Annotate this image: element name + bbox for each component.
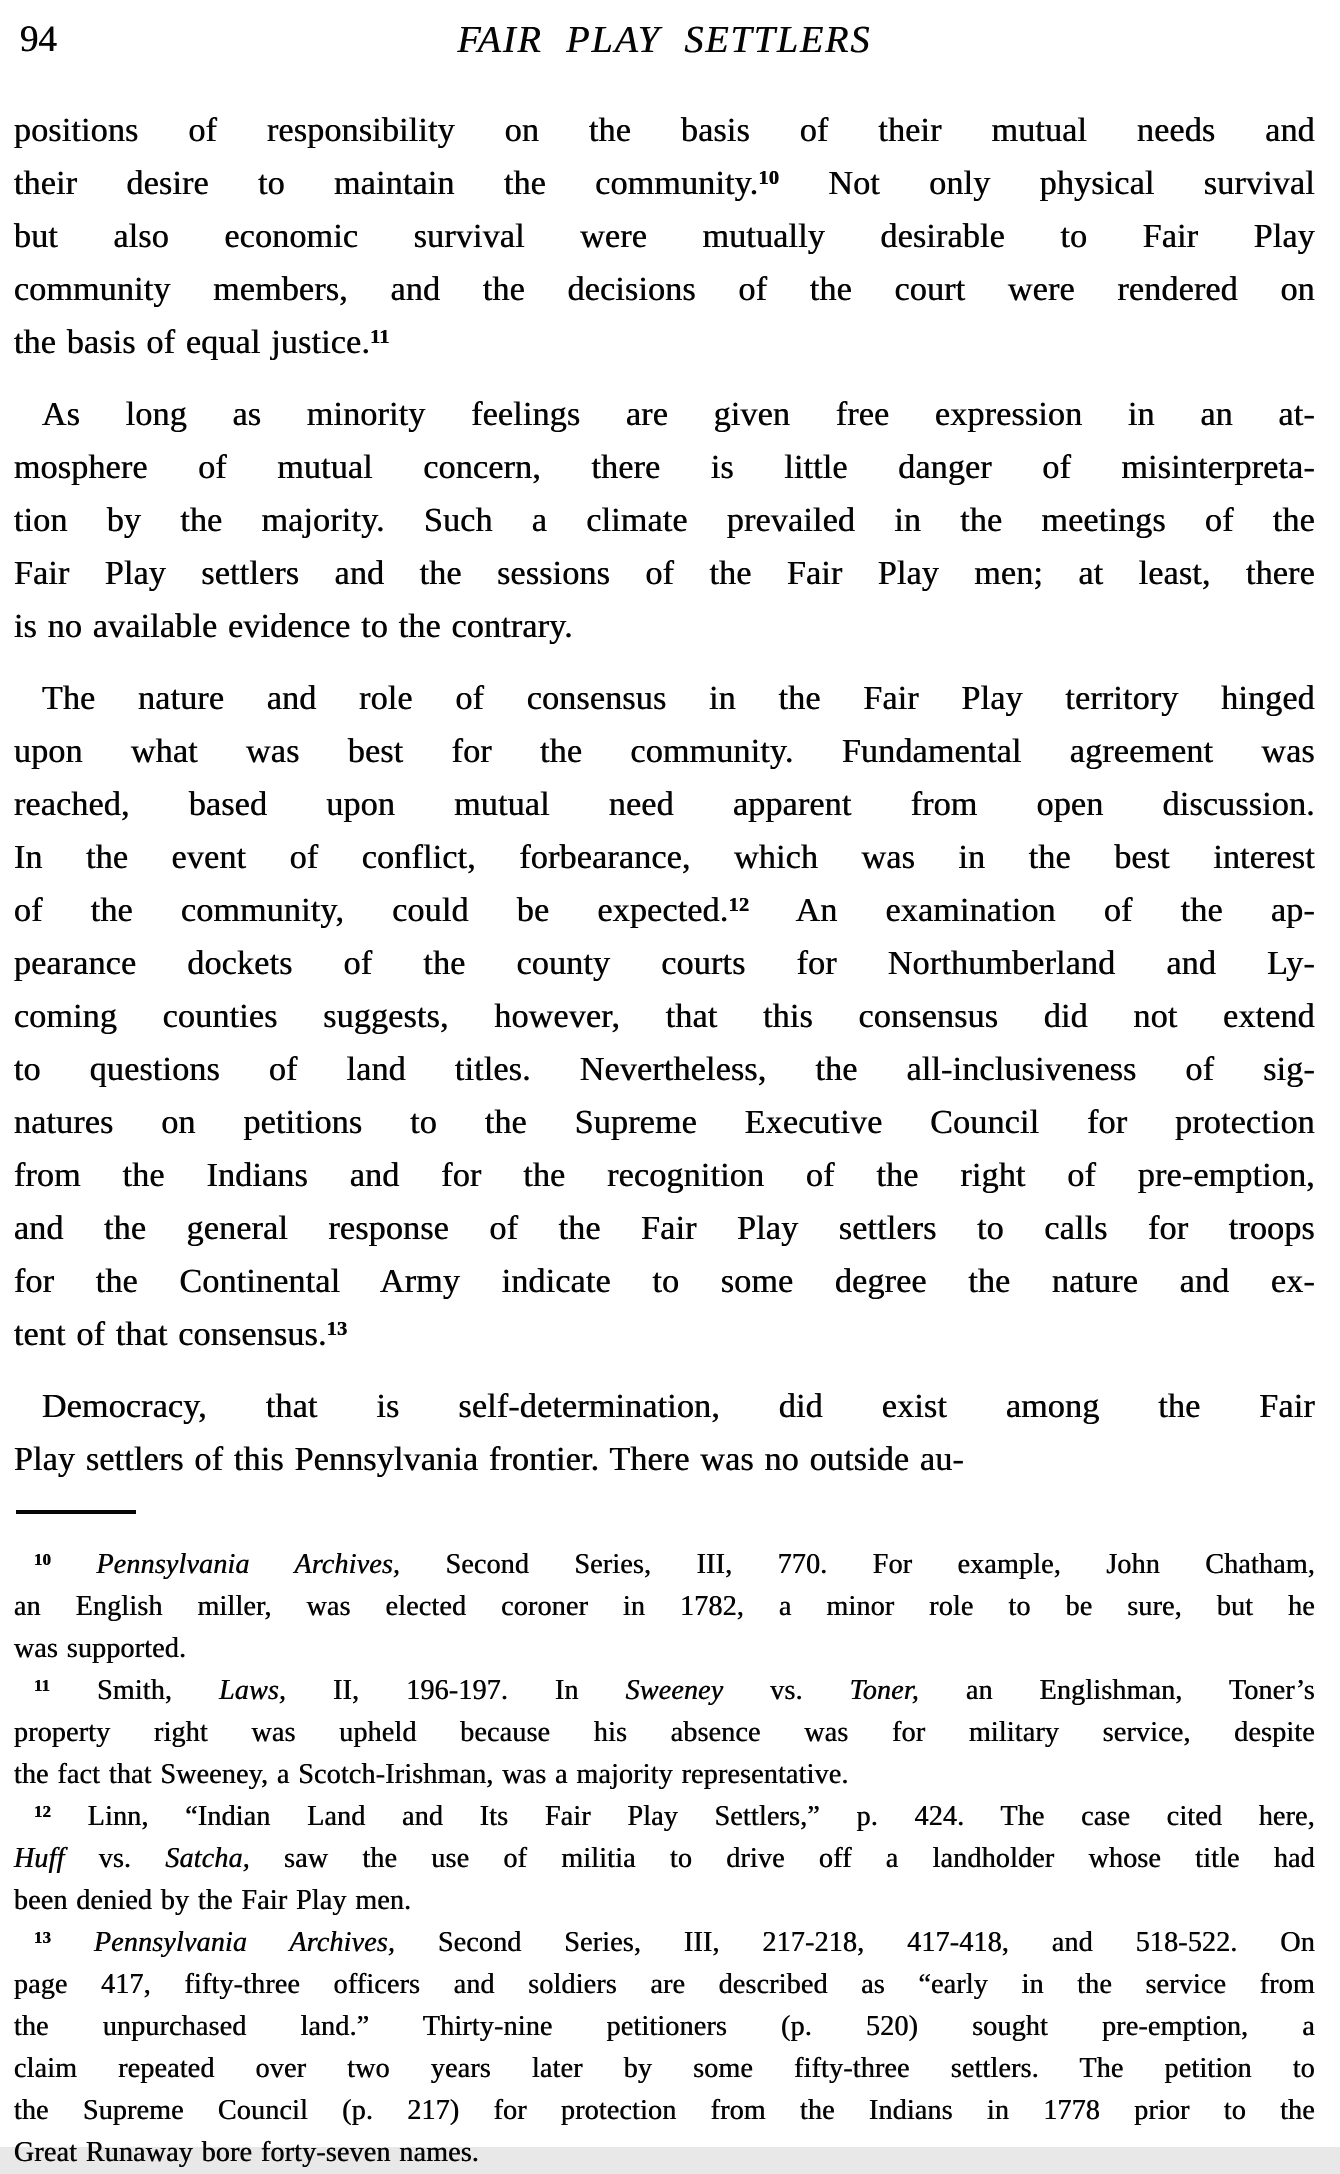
paragraph: [14, 104, 1315, 369]
text-segment: Laws,: [219, 1675, 287, 1706]
footnote: [14, 1922, 1315, 2174]
text-line: [14, 937, 1315, 990]
text-segment: the unpurchased land.” Thirty-nine petitioners (p. 520) sought pre-emption, a: [14, 2011, 1315, 2042]
footnote-ref: 11: [34, 1675, 51, 1695]
text-line: [14, 263, 1315, 316]
text-segment: Huff: [14, 1843, 65, 1874]
text-line: [14, 672, 1315, 725]
text-segment: tent of that consensus.: [14, 1316, 327, 1353]
text-line: [14, 494, 1315, 547]
text-line: [14, 1149, 1315, 1202]
paragraph: [14, 672, 1315, 1361]
text-segment: pearance dockets of the county courts for Northumberland and Ly-: [14, 945, 1315, 982]
text-line: [14, 157, 1315, 210]
text-segment: an Englishman, Toner’s: [919, 1675, 1315, 1706]
page-number: 94: [20, 19, 57, 60]
text-segment: is no available evidence to the contrary.: [14, 608, 573, 645]
text-segment: Second Series, III, 217-218, 417-418, and 518-522. On: [395, 1927, 1316, 1958]
footnote: [14, 1796, 1315, 1922]
footnote-ref: 10: [758, 167, 780, 190]
text-segment: Fair Play settlers and the sessions of the Fair Play men; at least, there: [14, 555, 1315, 592]
text-segment: vs.: [64, 1843, 166, 1874]
footnote-ref: 13: [326, 1318, 348, 1341]
text-line: [14, 547, 1315, 600]
paragraph: [14, 388, 1315, 653]
text-segment: Linn, “Indian Land and Its Fair Play Settlers,” p. 424. The case cited here,: [51, 1801, 1315, 1832]
text-segment: vs.: [723, 1675, 850, 1706]
text-segment: and the general response of the Fair Play settlers to calls for troops: [14, 1210, 1315, 1247]
text-segment: Great Runaway bore forty-seven names.: [14, 2137, 480, 2168]
text-line: [14, 388, 1315, 441]
text-segment: [51, 1549, 96, 1580]
text-line: [14, 1380, 1315, 1433]
text-line: [14, 2006, 1315, 2048]
text-segment: Sweeney: [625, 1675, 724, 1706]
footnote: [14, 1544, 1315, 1670]
page-header: [14, 16, 1315, 66]
text-segment: upon what was best for the community. Fundamental agreement was: [14, 733, 1315, 770]
text-segment: for the Continental Army indicate to some degree the nature and ex-: [14, 1263, 1315, 1300]
paragraph: [14, 1380, 1315, 1486]
text-line: [14, 441, 1315, 494]
text-segment: Democracy, that is self-determination, did exist among the Fair: [42, 1388, 1315, 1425]
text-segment: saw the use of militia to drive off a landholder whose title had: [250, 1843, 1315, 1874]
text-line: [14, 725, 1315, 778]
text-segment: an English miller, was elected coroner in 1782, a minor role to be sure, but he: [14, 1591, 1315, 1622]
text-line: [14, 316, 1315, 369]
footnote: [14, 1670, 1315, 1796]
text-segment: natures on petitions to the Supreme Executive Council for protection: [14, 1104, 1315, 1141]
footnotes: [14, 1544, 1315, 2174]
text-segment: page 417, fifty-three officers and soldiers are described as “early in the service from: [14, 1969, 1315, 2000]
text-segment: property right was upheld because his absence was for military service, despite: [14, 1717, 1315, 1748]
text-segment: In the event of conflict, forbearance, which was in the best interest: [14, 839, 1315, 876]
text-segment: reached, based upon mutual need apparent from open discussion.: [14, 786, 1315, 823]
text-line: [14, 2132, 1315, 2174]
text-line: [14, 1586, 1315, 1628]
text-line: [14, 1670, 1315, 1712]
text-segment: The nature and role of consensus in the Fair Play territory hinged: [42, 680, 1315, 717]
text-segment: was supported.: [14, 1633, 187, 1664]
running-title: FAIR PLAY SETTLERS: [457, 19, 872, 61]
text-segment: Pennsylvania Archives,: [93, 1927, 396, 1958]
text-segment: Play settlers of this Pennsylvania frontier. There was no outside au-: [14, 1441, 965, 1478]
text-segment: II, 196-197. In: [286, 1675, 626, 1706]
text-line: [14, 1838, 1315, 1880]
text-segment: been denied by the Fair Play men.: [14, 1885, 412, 1916]
text-line: [14, 1880, 1315, 1922]
text-line: [14, 1544, 1315, 1586]
text-segment: As long as minority feelings are given free expression in an at-: [42, 396, 1315, 433]
text-segment: Not only physical survival: [779, 165, 1315, 202]
text-line: [14, 210, 1315, 263]
text-line: [14, 2090, 1315, 2132]
text-segment: Satcha,: [165, 1843, 250, 1874]
text-segment: Second Series, III, 770. For example, John Chatham,: [400, 1549, 1316, 1580]
text-line: [14, 1712, 1315, 1754]
text-line: [14, 1628, 1315, 1670]
text-line: [14, 104, 1315, 157]
text-segment: the basis of equal justice.: [14, 324, 371, 361]
text-segment: but also economic survival were mutually desirable to Fair Play: [14, 218, 1315, 255]
text-segment: [51, 1927, 94, 1958]
text-line: [14, 1754, 1315, 1796]
text-line: [14, 1796, 1315, 1838]
text-segment: their desire to maintain the community.: [14, 165, 759, 202]
text-line: [14, 1202, 1315, 1255]
text-line: [14, 1964, 1315, 2006]
text-segment: the fact that Sweeney, a Scotch-Irishman, was a majority representative.: [14, 1759, 849, 1790]
text-segment: positions of responsibility on the basis of their mutual needs and: [14, 112, 1315, 149]
text-segment: Smith,: [50, 1675, 220, 1706]
footnote-ref: 13: [34, 1927, 52, 1947]
text-segment: Pennsylvania Archives,: [96, 1549, 401, 1580]
footnote-ref: 12: [34, 1801, 52, 1821]
text-segment: tion by the majority. Such a climate prevailed in the meetings of the: [14, 502, 1315, 539]
text-line: [14, 600, 1315, 653]
footnote-separator: [16, 1510, 136, 1514]
text-line: [14, 1433, 1315, 1486]
text-segment: the Supreme Council (p. 217) for protection from the Indians in 1778 prior to the: [14, 2095, 1315, 2126]
footnote-ref: 12: [728, 894, 750, 917]
text-segment: Toner,: [849, 1675, 920, 1706]
text-segment: coming counties suggests, however, that this consensus did not extend: [14, 998, 1315, 1035]
text-line: [14, 778, 1315, 831]
text-line: [14, 1922, 1315, 1964]
text-segment: claim repeated over two years later by some fifty-three settlers. The petition to: [14, 2053, 1315, 2084]
text-line: [14, 884, 1315, 937]
text-line: [14, 1255, 1315, 1308]
text-line: [14, 1096, 1315, 1149]
text-segment: mosphere of mutual concern, there is little danger of misinterpreta-: [14, 449, 1315, 486]
text-line: [14, 831, 1315, 884]
text-line: [14, 990, 1315, 1043]
text-segment: to questions of land titles. Nevertheless, the all-inclusiveness of sig-: [14, 1051, 1315, 1088]
text-segment: community members, and the decisions of the court were rendered on: [14, 271, 1315, 308]
footnote-ref: 10: [34, 1549, 52, 1569]
text-line: [14, 1308, 1315, 1361]
body-text: [14, 104, 1315, 1486]
text-segment: An examination of the ap-: [749, 892, 1315, 929]
text-line: [14, 2048, 1315, 2090]
text-line: [14, 1043, 1315, 1096]
footnote-ref: 11: [370, 326, 390, 349]
text-segment: from the Indians and for the recognition of the right of pre-emption,: [14, 1157, 1315, 1194]
text-segment: of the community, could be expected.: [14, 892, 729, 929]
